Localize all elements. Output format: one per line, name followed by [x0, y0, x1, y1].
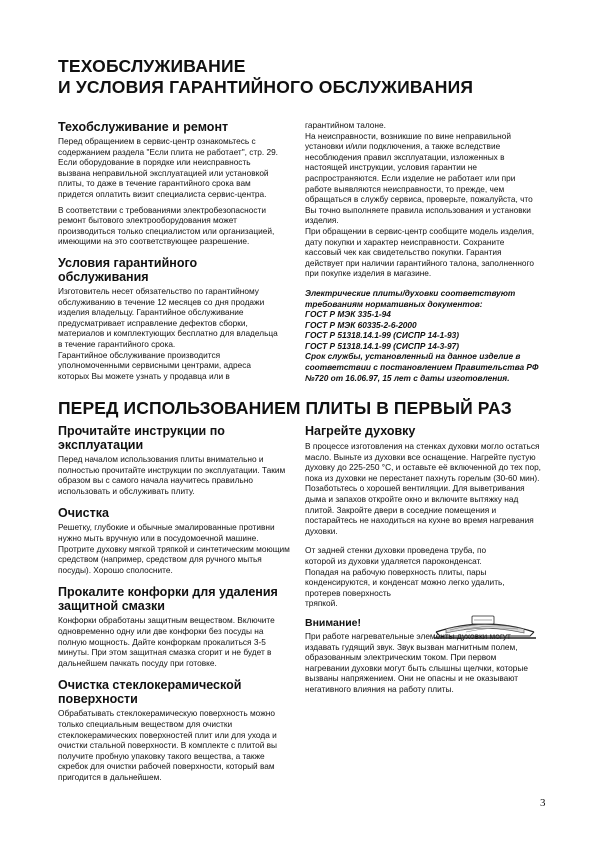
ceramic-heading-line: поверхности	[58, 692, 138, 707]
oven-heading: Нагрейте духовку	[305, 424, 416, 438]
ceramic-paragraph: Обрабатывать стеклокерамическую поверхность можно только специальным веществом для очистки стеклокерамических поверхностей плит или для ухода и очистки стальной поверхности. В комплекте с плитой вы получите пробную упаковку такого вещества, а также скребок для очистки рабочей поверхности, который вам пригодится в дальнейшем.	[58, 708, 278, 782]
standards-line: ГОСТ Р МЭК 335-1-94	[305, 309, 391, 320]
first-use-right-column	[305, 424, 541, 694]
standards-line: ГОСТ Р 51318.14.1-99 (СИСПР 14-3-97)	[305, 340, 460, 351]
instructions-heading	[58, 424, 290, 452]
cleaning-heading: Очистка	[58, 506, 109, 521]
burners-paragraph: Конфорки обработаны защитным веществом. Включите одновременно одну или две конфорки без посуды на полную мощность. Дайте конфоркам прокалиться 3-5 минуты. При этом защитная смазка сгорит и не будет в дальнейшем пачкать посуду при готовке.	[58, 615, 275, 668]
service-contact-text: При обращении в сервис-центр сообщите модель изделия, дату покупки и характер неисправности. Сохраните кассовый чек как свидетельство покупки. Гарантия действует при наличии гарантийного талона, заполненного при покупке изделия в магазине.	[305, 225, 535, 279]
standards-line: соответствии с постановлением Правительства РФ	[305, 362, 539, 373]
warranty-heading: Условия гарантийного обслуживания	[58, 255, 198, 284]
warranty-paragraph-1: Изготовитель несет обязательство по гарантийному обслуживанию в течение 12 месяцев со дня продажи изделия владельцу. Гарантийное обслуживание предусматривает исправление дефектов сборки, материалов и комплектующих бесплатно для владельца в течение гарантийного срока.	[58, 285, 278, 349]
page-title-line-2: И УСЛОВИЯ ГАРАНТИЙНОГО ОБСЛУЖИВАНИЯ	[58, 77, 474, 97]
warranty-paragraph-2: Гарантийное обслуживание производится уполномоченными сервисными центрами, адреса которых Вы можете узнать у продавца или в	[58, 349, 251, 381]
page-number: 3	[540, 797, 546, 809]
maintenance-section	[58, 120, 284, 381]
oven-condensate-block	[305, 545, 541, 609]
condensate-line: Попадая на рабочую поверхность плиты, пары	[305, 566, 487, 577]
hob-surface-illustration	[432, 602, 538, 646]
instructions-heading-line: эксплуатации	[58, 438, 144, 452]
standards-line: №720 от 16.06.97, 15 лет с даты изготовления.	[305, 372, 510, 383]
condensate-line: конденсируются, и конденсат можно легко удалить,	[305, 577, 505, 588]
page-title-line-1: ТЕХОБСЛУЖИВАНИЕ	[58, 56, 246, 76]
oven-paragraph-1: В процессе изготовления на стенках духовки могло остаться масло. Выньте из духовки все оснащение. Нагрейте пустую духовку до 225-250 °C, и оставьте её включенной до тех пор, пока из духовки не перестанет пахнуть горелым (30-60 мин). Позаботьтесь о хорошей вентиляции. Для выветривания дыма и запахов откройте окно и включите вытяжку над плитой. Закройте двери в соседние помещения и постарайтесь не находиться на кухне во время нагревания духовки.	[305, 441, 541, 536]
standards-line: требованиям нормативных документов:	[305, 298, 483, 309]
condensate-line: От задней стенки духовки проведена труба, по	[305, 545, 487, 556]
first-use-left-column	[58, 424, 290, 782]
burners-heading	[58, 585, 290, 613]
page-title	[58, 56, 538, 98]
maintenance-paragraph-1: Перед обращением в сервис-центр ознакомьтесь с содержанием раздела "Если плита не работает", стр. 29. Если оборудование в порядке или неисправность вызвана неправильной эксплуатацией или установкой плиты, то даже в течение гарантийного срока вам придется оплатить визит специалиста сервис-центра.	[58, 136, 278, 199]
warranty-continued-section	[305, 120, 541, 383]
standards-block	[305, 288, 541, 383]
warranty-exclusions-text: На неисправности, возникшие по вине неправильной установки и/или подключения, а также вследствие несоблюдения правил эксплуатации, изложенных в настоящей инструкции, условия гарантии не распространяются. Если изделие не работает или при работе выявляются неисправности, то прежде, чем обращаться в службу сервиса, проверьте, пожалуйста, что Вы точно выполняете правила использования и установки изделия.	[305, 130, 533, 226]
warranty-card-text: гарантийном талоне.	[305, 120, 386, 130]
instructions-paragraph: Перед началом использования плиты внимательно и полностью прочитайте инструкции по эксплуатации. Таким образом вы с самого начала научитесь правильно использовать и обслуживать плиту.	[58, 454, 286, 496]
burners-heading-line: Прокалите конфорки для удаления	[58, 585, 278, 600]
standards-line: Электрические плиты/духовки соответствуют	[305, 287, 516, 298]
condensate-line: тряпкой.	[305, 598, 338, 609]
standards-line: Срок службы, установленный на данное изделие в	[305, 351, 521, 362]
maintenance-heading: Техобслуживание и ремонт	[58, 120, 229, 134]
section-title-first-use: ПЕРЕД ИСПОЛЬЗОВАНИЕМ ПЛИТЫ В ПЕРВЫЙ РАЗ	[58, 398, 512, 418]
ceramic-heading-line: Очистка стеклокерамической	[58, 678, 242, 693]
attention-paragraph: При работе нагревательные элементы духовки могут издавать гудящий звук. Звук вызван магнитным полем, образованным электрическим током. При первом нагревании духовки могут быть слышны щелчки, которые вызваны напряжением. Они не опасны и не оказывают негативного влияния на работу плиты.	[305, 630, 528, 694]
standards-line: ГОСТ Р 51318.14.1-99 (СИСПР 14-1-93)	[305, 330, 460, 341]
cleaning-paragraph: Решетку, глубокие и обычные эмалированные противни нужно мыть вручную или в посудомоечной машине. Протрите духовку мягкой тряпкой и синтетическим моющим средством (например, средством для ручного мытья посуды). Хорошо сполосните.	[58, 522, 290, 575]
ceramic-heading	[58, 678, 290, 706]
maintenance-paragraph-2: В соответствии с требованиями электробезопасности ремонт бытового электрооборудования может производиться только специалистом или организацией, имеющими на это соответствующее разрешение.	[58, 204, 275, 247]
condensate-line: протерев поверхность	[305, 587, 391, 598]
condensate-line: которой из духовки удаляется пароконденсат.	[305, 555, 482, 566]
standards-line: ГОСТ Р МЭК 60335-2-6-2000	[305, 319, 417, 330]
instructions-heading-line: Прочитайте инструкции по	[58, 424, 225, 438]
burners-heading-line: защитной смазки	[58, 599, 165, 614]
attention-heading: Внимание!	[305, 616, 361, 629]
